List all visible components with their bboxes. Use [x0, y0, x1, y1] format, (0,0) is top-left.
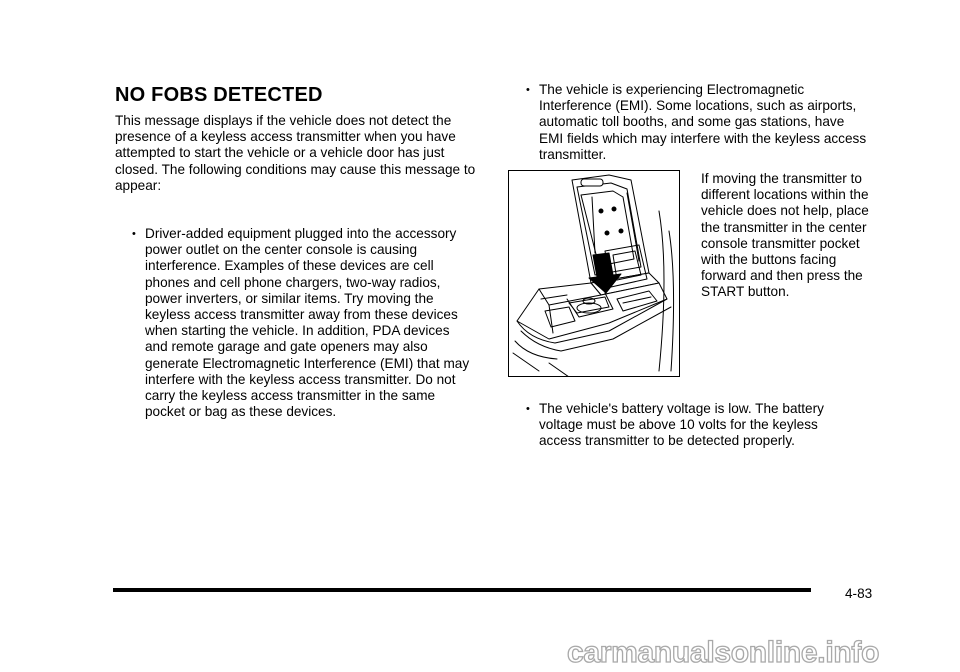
- bullet-item-battery: [526, 401, 859, 450]
- figure-caption: If moving the transmitter to different locations within the vehicle does not help, place the transmitter in the center console transmitter pocket with the buttons facing forward and then press the START button.: [701, 171, 869, 300]
- bullet-text: Driver-added equipment plugged into the accessory power outlet on the center console is causing interference. Examples of these devices are cell phones and cell phone chargers, two-way radios, power inverters, or similar items. Try moving the keyless access transmitter away from these devices when starting the vehicle. In addition, PDA devices and remote garage and gate openers may also generate Electromagnetic Interference (EMI) that may interfere with the keyless access transmitter. Do not carry the keyless access transmitter in the same pocket or bag as these devices.: [145, 226, 470, 420]
- bullet-item-interference: [132, 226, 470, 420]
- footer-rule: [113, 588, 811, 592]
- console-pocket-illustration: [508, 170, 680, 377]
- bullet-dot: •: [526, 403, 530, 415]
- intro-paragraph: This message displays if the vehicle does not detect the presence of a keyless access transmitter when you have attempted to start the vehicle or a vehicle door has just closed. The following conditions may cause this message to appear:: [115, 113, 476, 193]
- watermark: [567, 636, 957, 670]
- bullet-dot: •: [526, 84, 530, 96]
- bullet-item-emi: [526, 82, 869, 163]
- bullet-dot: •: [132, 228, 136, 240]
- bullet-text: The vehicle is experiencing Electromagnetic Interference (EMI). Some locations, such as airports, automatic toll booths, and some gas stations, have EMI fields which may interfere with the keyless access transmitter.: [539, 82, 867, 162]
- watermark-text: carmanualsonline.info: [567, 636, 880, 669]
- section-heading: NO FOBS DETECTED: [115, 84, 323, 106]
- page-number: 4-83: [845, 586, 873, 601]
- bullet-text: The vehicle's battery voltage is low. The battery voltage must be above 10 volts for the keyless access transmitter to be detected properly.: [539, 401, 824, 449]
